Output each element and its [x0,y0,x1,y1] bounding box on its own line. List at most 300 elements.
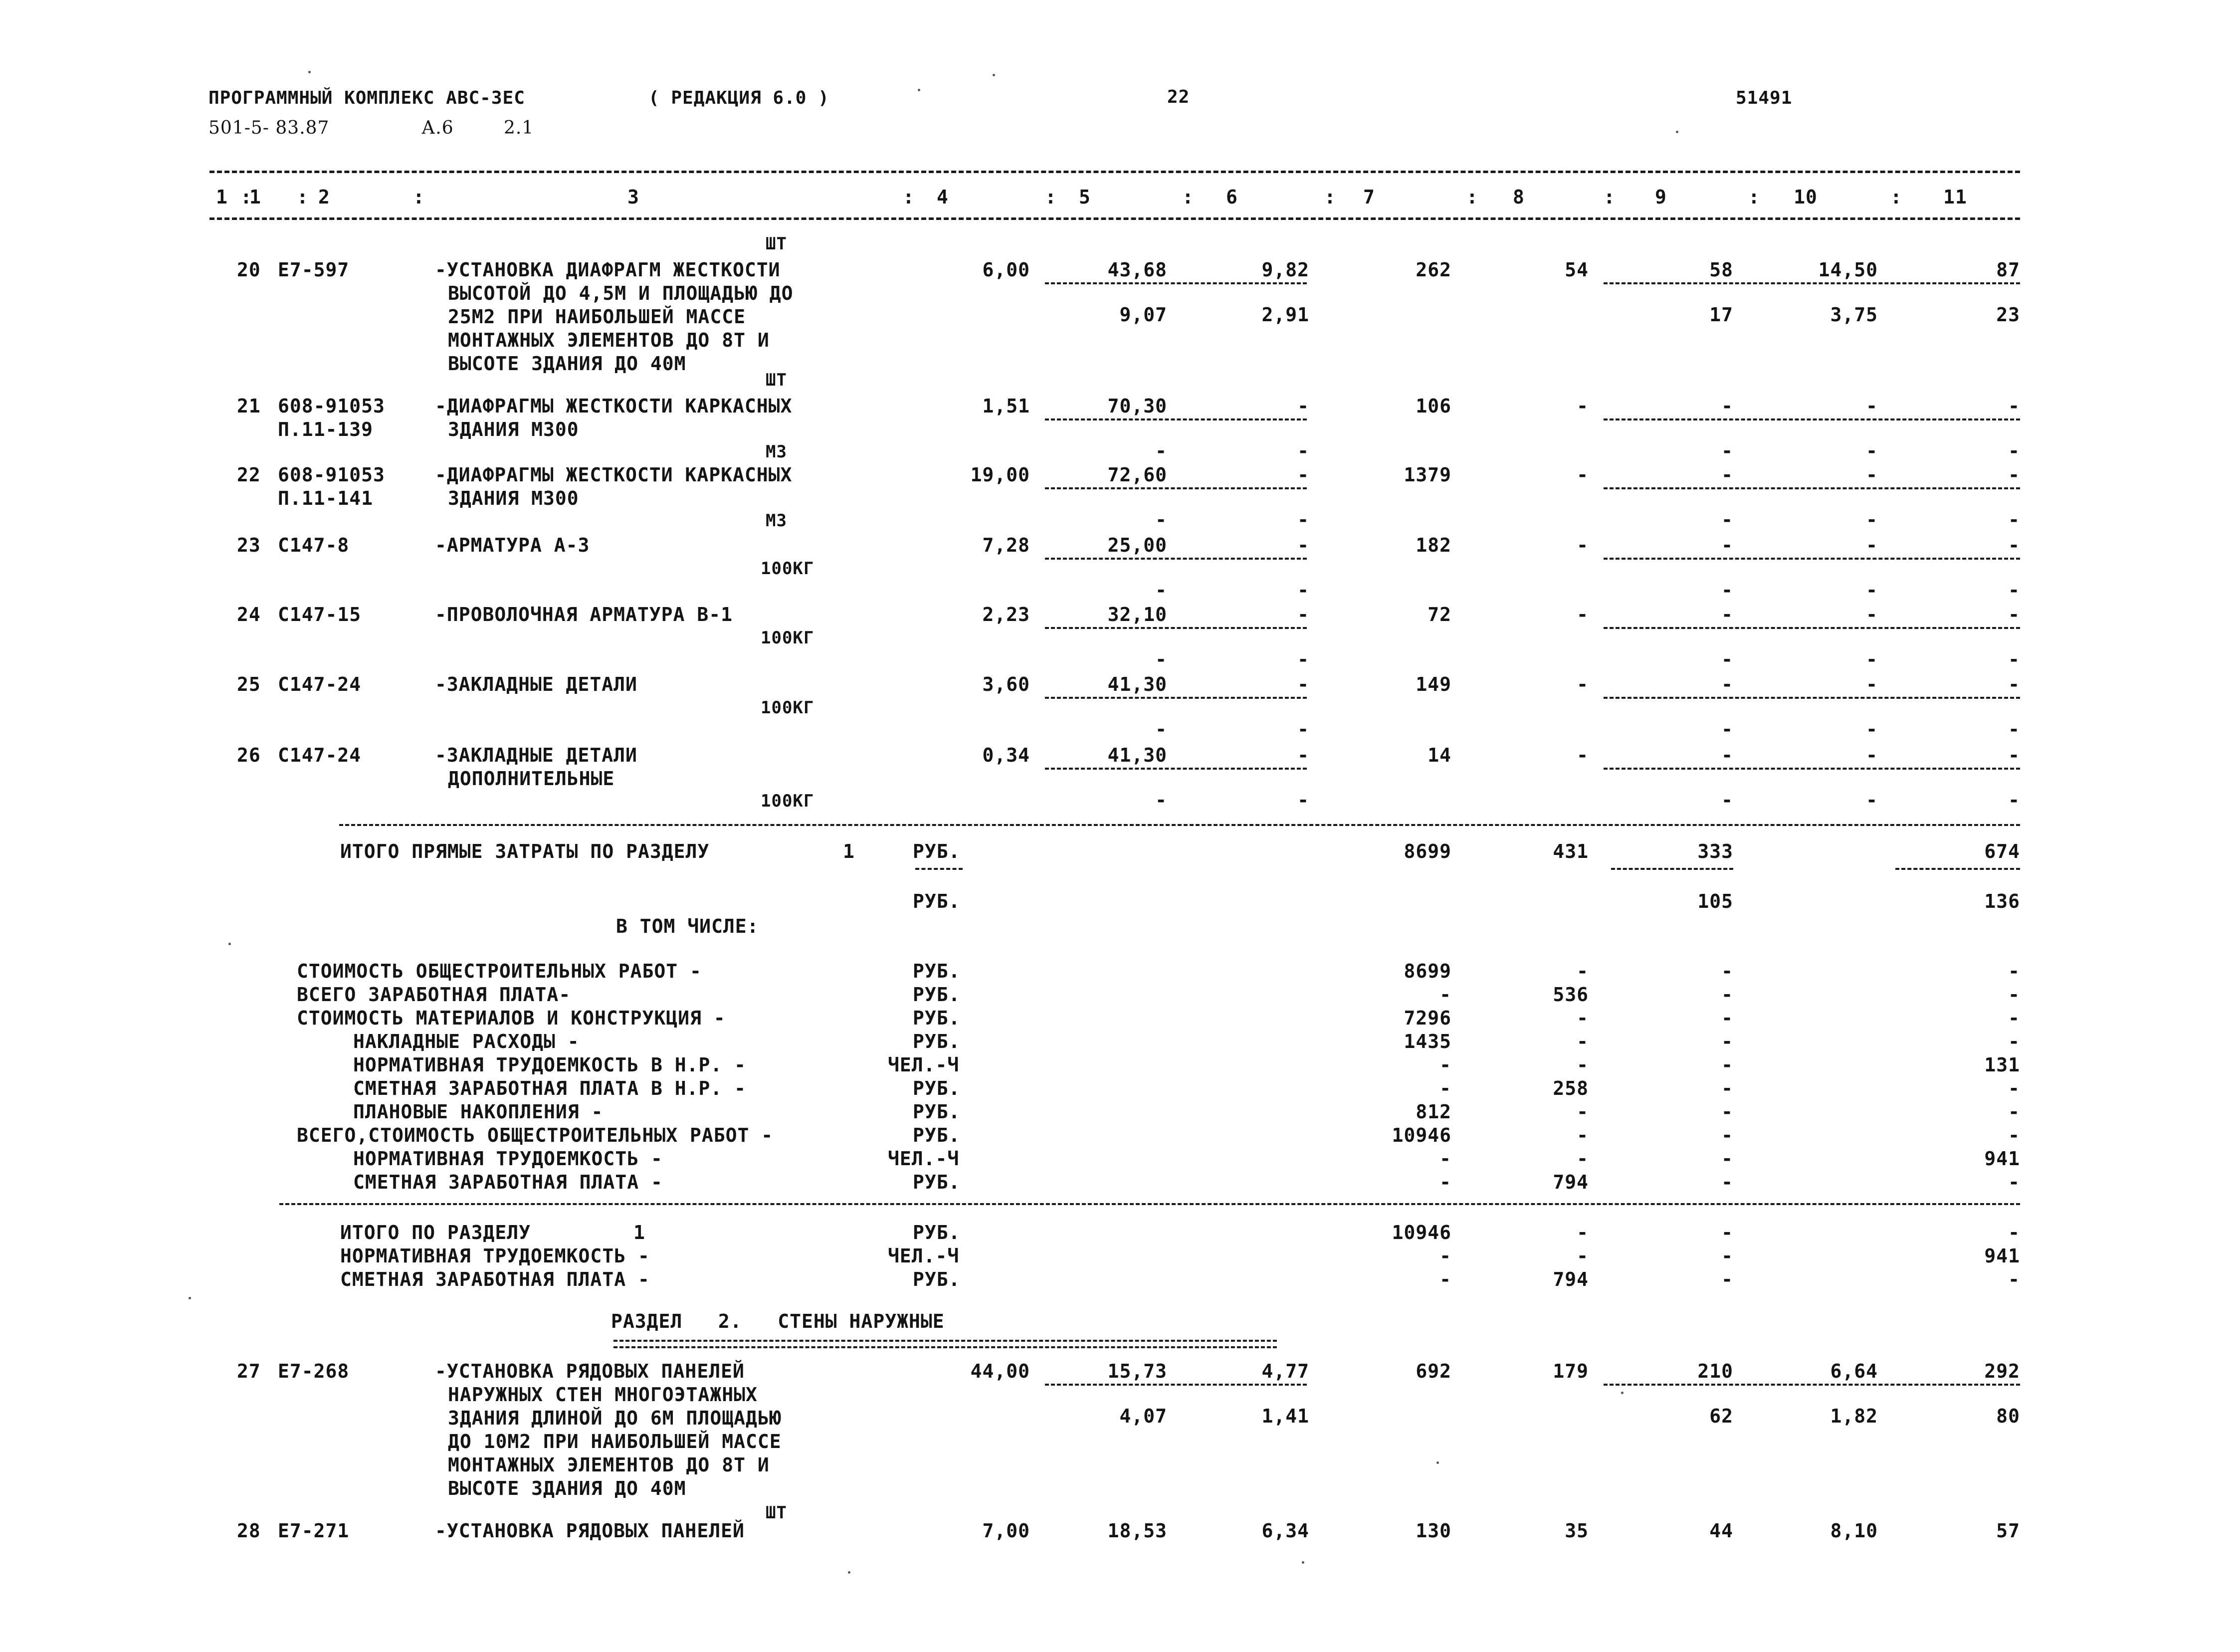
item-description-line: -УСТАНОВКА РЯДОВЫХ ПАНЕЛЕЙ [435,1520,745,1542]
item-number: 20 [237,259,261,281]
column-number: 3 [627,186,639,208]
col-c11-value: - [2008,1171,2020,1193]
breakdown-label: СМЕТНАЯ ЗАРАБОТНАЯ ПЛАТА В Н.Р. - [353,1077,746,1099]
item-code: 608-91053 [278,395,385,417]
column-separator: : [1182,186,1194,208]
col-c11-subvalue: - [2008,440,2020,462]
total-direct-section: 1 [843,840,855,862]
col-c5-subvalue: 4,07 [1119,1405,1167,1427]
unit-label: ШТ [766,370,787,390]
column-separator: : [903,186,915,208]
col-c7-value: - [1439,1054,1451,1076]
col-c7-value: - [1439,1077,1451,1099]
section-total-number: 1 [633,1222,645,1243]
scan-speck [308,71,311,73]
item-description-line: -ЗАКЛАДНЫЕ ДЕТАЛИ [435,744,637,766]
col-c11-value: 57 [1996,1520,2020,1542]
scan-speck [848,1571,850,1574]
col-c6-value: 4,77 [1261,1360,1309,1382]
col-c4-value: 1,51 [982,395,1030,417]
column-number: 2 [318,186,330,208]
col-c4-value: 3,60 [982,673,1030,695]
col-c5-subvalue: - [1155,579,1167,601]
document-code: 51491 [1736,88,1793,108]
item-number: 24 [237,604,261,625]
col-c4-value: 44,00 [970,1360,1030,1382]
item-code: С147-24 [278,673,362,695]
col-c5-value: 43,68 [1107,259,1167,281]
scan-speck [189,1297,191,1299]
col-c6-subvalue: - [1297,440,1309,462]
col-c9-value: 333 [1697,840,1733,862]
col-c9-value: - [1721,395,1733,417]
col-c9-value: - [1721,1077,1733,1099]
col-c9-value: - [1721,960,1733,982]
item-description-line: -ПРОВОЛОЧНАЯ АРМАТУРА В-1 [435,604,733,625]
col-c9-subvalue: 105 [1697,890,1733,912]
breakdown-label: НОРМАТИВНАЯ ТРУДОЕМКОСТЬ В Н.Р. - [353,1054,746,1076]
item-code: Е7-271 [278,1520,350,1542]
page-number: 22 [1167,87,1190,107]
split-rule [1604,558,2020,560]
col-c8-value: 536 [1553,984,1589,1006]
column-number: 1 [249,186,261,208]
col-c9-value: - [1721,1101,1733,1123]
col-c8-value: - [1577,534,1589,556]
col-c10-subvalue: - [1866,648,1878,670]
item-number: 25 [237,673,261,695]
item-code-reference: П.11-139 [278,418,374,440]
col-c7-value: 149 [1416,673,1451,695]
item-description-line: ВЫСОТЕ ЗДАНИЯ ДО 40М [448,353,686,375]
item-description-line: ЗДАНИЯ ДЛИНОЙ ДО 6М ПЛОЩАДЬЮ [448,1407,782,1429]
col-c6-subvalue: 1,41 [1261,1405,1309,1427]
col-c8-value: - [1577,1031,1589,1052]
item-number: 26 [237,744,261,766]
section-total-label: НОРМАТИВНАЯ ТРУДОЕМКОСТЬ - [340,1245,650,1267]
col-c7-value: 72 [1427,604,1451,625]
split-rule [1045,282,1307,284]
section-2-title: РАЗДЕЛ 2. СТЕНЫ НАРУЖНЫЕ [611,1310,945,1332]
split-rule [1604,627,2020,629]
column-separator: : [1890,186,1902,208]
col-c9-value: - [1721,1054,1733,1076]
col-c5-value: 32,10 [1107,604,1167,625]
col-c7-value: 1379 [1404,464,1451,486]
col-c6-subvalue: - [1297,789,1309,811]
col-c9-value: 58 [1709,259,1733,281]
col-c10-value: - [1866,395,1878,417]
total-direct-unit: РУБ. [913,840,961,862]
breakdown-unit: ЧЕЛ.-Ч [888,1054,960,1076]
col-c6-value: - [1297,673,1309,695]
col-c5-subvalue: - [1155,440,1167,462]
column-number: 8 [1513,186,1525,208]
col-c6-value: - [1297,744,1309,766]
item-description-line: НАРУЖНЫХ СТЕН МНОГОЭТАЖНЫХ [448,1384,758,1406]
item-description-line: -ДИАФРАГМЫ ЖЕСТКОСТИ КАРКАСНЫХ [435,464,793,486]
col-c8-value: - [1577,673,1589,695]
column-separator: : [1045,186,1057,208]
col-c11-value: - [2008,464,2020,486]
col-c11-value: - [2008,1031,2020,1052]
col-c7-value: 10946 [1392,1124,1451,1146]
col-c10-value: 8,10 [1830,1520,1878,1542]
col-c4-value: 2,23 [982,604,1030,625]
section-total-unit: РУБ. [913,1222,961,1243]
col-c8-value: - [1577,1222,1589,1243]
split-rule [1045,487,1307,489]
program-name: ПРОГРАММНЫЙ КОМПЛЕКС АВС-ЗЕС [208,88,525,108]
breakdown-unit: РУБ. [913,1124,961,1146]
total-direct-label: ИТОГО ПРЯМЫЕ ЗАТРАТЫ ПО РАЗДЕЛУ [340,840,710,862]
item-description-line: ДО 10М2 ПРИ НАИБОЛЬШЕЙ МАССЕ [448,1431,782,1452]
breakdown-label: ПЛАНОВЫЕ НАКОПЛЕНИЯ - [353,1101,604,1123]
col-c7-value: 10946 [1392,1222,1451,1243]
col-c9-value: - [1721,534,1733,556]
item-description-line: -ЗАКЛАДНЫЕ ДЕТАЛИ [435,673,637,695]
unit-label: 100КГ [761,698,815,718]
col-c10-subvalue: - [1866,789,1878,811]
col-c11-subvalue: - [2008,648,2020,670]
item-description-line: ЗДАНИЯ М300 [448,418,579,440]
col-c9-subvalue: - [1721,648,1733,670]
col-c10-subvalue: - [1866,718,1878,740]
item-number: 22 [237,464,261,486]
scan-speck [993,74,995,76]
breakdown-unit: РУБ. [913,1171,961,1193]
split-rule [1604,487,2020,489]
breakdown-unit: РУБ. [913,1101,961,1123]
unit-label: ШТ [766,234,787,254]
col-c7-value: - [1439,1245,1451,1267]
col-c10-subvalue: 3,75 [1830,304,1878,326]
col-c8-value: - [1577,604,1589,625]
col-c5-value: 15,73 [1107,1360,1167,1382]
col-c8-value: 54 [1565,259,1589,281]
unit-label: 100КГ [761,559,815,579]
series-number: 501-5- 83.87 [208,118,330,138]
col-c11-value: - [2008,1101,2020,1123]
column-separator: : [1748,186,1760,208]
col-c6-value: - [1297,395,1309,417]
breakdown-label: ВСЕГО ЗАРАБОТНАЯ ПЛАТА- [297,984,571,1006]
header-bottom-rule [209,217,2020,220]
breakdown-label: ВСЕГО,СТОИМОСТЬ ОБЩЕСТРОИТЕЛЬНЫХ РАБОТ - [297,1124,774,1146]
scan-speck [1302,1561,1304,1564]
col-c8-value: - [1577,464,1589,486]
breakdown-unit: РУБ. [913,1031,961,1052]
col-c9-subvalue: - [1721,718,1733,740]
scan-speck [1621,1392,1624,1394]
col-c7-value: 182 [1416,534,1451,556]
item-description-line: МОНТАЖНЫХ ЭЛЕМЕНТОВ ДО 8Т И [448,1454,770,1476]
column-separator: : [1604,186,1616,208]
col-c9-value: - [1721,1031,1733,1052]
col-c4-value: 0,34 [982,744,1030,766]
col-c9-value: - [1721,673,1733,695]
breakdown-unit: ЧЕЛ.-Ч [888,1148,960,1170]
col-c11-value: - [2008,984,2020,1006]
breakdown-label: СТОИМОСТЬ ОБЩЕСТРОИТЕЛЬНЫХ РАБОТ - [297,960,702,982]
breakdown-unit: РУБ. [913,984,961,1006]
section-title-underline [613,1340,1277,1348]
item-code: Е7-597 [278,259,350,281]
scan-speck [1676,131,1678,133]
split-rule [1045,768,1307,770]
item-code: 608-91053 [278,464,385,486]
col-c6-value: 9,82 [1261,259,1309,281]
col-c7-value: 7296 [1404,1007,1451,1029]
col-c10-value: - [1866,534,1878,556]
item-number: 27 [237,1360,261,1382]
split-rule [1045,418,1307,420]
unit-label: М3 [766,442,787,462]
col-c10-value: 6,64 [1830,1360,1878,1382]
col-c6-value: - [1297,604,1309,625]
col-c9-subvalue: 17 [1709,304,1733,326]
col-c4-value: 7,00 [982,1520,1030,1542]
col-c9-value: - [1721,1007,1733,1029]
item-description-line: 25М2 ПРИ НАИБОЛЬШЕЙ МАССЕ [448,306,746,328]
col-c10-value: 14,50 [1818,259,1878,281]
unit-rule [915,868,963,870]
scan-speck [1436,1461,1439,1464]
col-c6-subvalue: - [1297,648,1309,670]
column-number: 11 [1943,186,1967,208]
item-code: С147-8 [278,534,350,556]
col-c9-value: - [1721,1124,1733,1146]
column-number: 10 [1794,186,1818,208]
col-c9-subvalue: - [1721,579,1733,601]
col-c8-value: 35 [1565,1520,1589,1542]
col-c9-subvalue: - [1721,789,1733,811]
section-total-rule [279,1203,2020,1205]
including-heading: В ТОМ ЧИСЛЕ: [616,915,759,937]
col-c5-value: 18,53 [1107,1520,1167,1542]
item-description-line: ВЫСОТОЙ ДО 4,5М И ПЛОЩАДЬЮ ДО [448,282,794,304]
col-c5-subvalue: - [1155,509,1167,531]
col-c7-value: 8699 [1404,960,1451,982]
col-c8-value: 258 [1553,1077,1589,1099]
col-c4-value: 19,00 [970,464,1030,486]
col-c7-value: - [1439,1148,1451,1170]
col-c5-value: 25,00 [1107,534,1167,556]
col-c11-value: - [2008,744,2020,766]
col-c6-subvalue: - [1297,718,1309,740]
col-c5-subvalue: - [1155,789,1167,811]
header-top-rule [209,171,2020,173]
col-c5-subvalue: 9,07 [1119,304,1167,326]
section-total-unit: ЧЕЛ.-Ч [888,1245,960,1267]
col-c5-value: 41,30 [1107,744,1167,766]
column-number: 1 [216,186,228,208]
col-c11-value: 131 [1984,1054,2020,1076]
col-c9-value: - [1721,1222,1733,1243]
col-c8-value: - [1577,1245,1589,1267]
column-separator: : [1466,186,1478,208]
col-c11-value: - [2008,960,2020,982]
breakdown-label: НАКЛАДНЫЕ РАСХОДЫ - [353,1031,580,1052]
col-c10-subvalue: 1,82 [1830,1405,1878,1427]
item-description-line: ВЫСОТЕ ЗДАНИЯ ДО 40М [448,1477,686,1499]
col-c7-value: 8699 [1404,840,1451,862]
item-code: С147-15 [278,604,362,625]
total-direct-unit: РУБ. [913,890,961,912]
col-c10-value: - [1866,464,1878,486]
col-c6-value: - [1297,464,1309,486]
col-c8-value: - [1577,744,1589,766]
column-separator: : [297,186,309,208]
col-c11-value: - [2008,1222,2020,1243]
col-c6-subvalue: 2,91 [1261,304,1309,326]
col-c8-value: - [1577,960,1589,982]
breakdown-unit: РУБ. [913,1077,961,1099]
column-number: 7 [1363,186,1375,208]
col-c9-value: 44 [1709,1520,1733,1542]
col-c9-value: - [1721,464,1733,486]
col-c11-subvalue: - [2008,509,2020,531]
col-c7-value: 130 [1416,1520,1451,1542]
column-number: 6 [1226,186,1238,208]
col-c11-value: - [2008,1007,2020,1029]
section-total-label: ИТОГО ПО РАЗДЕЛУ [340,1222,531,1243]
breakdown-label: СМЕТНАЯ ЗАРАБОТНАЯ ПЛАТА - [353,1171,663,1193]
item-code: Е7-268 [278,1360,350,1382]
col-c11-subvalue: - [2008,789,2020,811]
split-rule [1045,1384,1307,1386]
col-c11-subvalue: - [2008,579,2020,601]
col-c9-value: - [1721,984,1733,1006]
col-c8-value: - [1577,1148,1589,1170]
split-rule [1604,768,2020,770]
col-c6-value: - [1297,534,1309,556]
totals-top-rule [339,824,2020,826]
item-description-line: -АРМАТУРА А-3 [435,534,590,556]
col-c8-value: 179 [1553,1360,1589,1382]
split-rule [1895,868,2020,870]
column-number: 9 [1655,186,1667,208]
col-c5-value: 41,30 [1107,673,1167,695]
program-edition: ( РЕДАКЦИЯ 6.0 ) [648,88,829,108]
split-rule [1604,697,2020,699]
col-c5-subvalue: - [1155,648,1167,670]
item-number: 21 [237,395,261,417]
column-number: 4 [937,186,949,208]
item-code: С147-24 [278,744,362,766]
col-c8-value: 431 [1553,840,1589,862]
split-rule [1045,627,1307,629]
item-description-line: ДОПОЛНИТЕЛЬНЫЕ [448,768,615,790]
col-c6-value: 6,34 [1261,1520,1309,1542]
col-c7-value: 812 [1416,1101,1451,1123]
col-c9-value: - [1721,1171,1733,1193]
col-c9-subvalue: - [1721,440,1733,462]
col-c11-value: - [2008,673,2020,695]
split-rule [1045,558,1307,560]
col-c9-value: - [1721,604,1733,625]
col-c8-value: - [1577,1054,1589,1076]
col-c11-value: 292 [1984,1360,2020,1382]
split-rule [1611,868,1733,870]
col-c11-value: 87 [1996,259,2020,281]
col-c11-value: 941 [1984,1245,2020,1267]
col-c9-value: 210 [1697,1360,1733,1382]
breakdown-label: НОРМАТИВНАЯ ТРУДОЕМКОСТЬ - [353,1148,663,1170]
col-c7-value: 692 [1416,1360,1451,1382]
col-c10-subvalue: - [1866,579,1878,601]
col-c7-value: - [1439,1171,1451,1193]
col-c5-value: 70,30 [1107,395,1167,417]
split-rule [1604,282,2020,284]
unit-label: 100КГ [761,791,815,811]
column-separator: : [1324,186,1336,208]
col-c9-value: - [1721,1148,1733,1170]
col-c7-value: 262 [1416,259,1451,281]
unit-label: ШТ [766,1503,787,1523]
col-c7-value: 1435 [1404,1031,1451,1052]
col-c11-value: - [2008,534,2020,556]
item-description-line: ЗДАНИЯ М300 [448,487,579,509]
col-c8-value: 794 [1553,1171,1589,1193]
part-number: 2.1 [504,118,534,138]
col-c11-value: - [2008,395,2020,417]
col-c6-subvalue: - [1297,509,1309,531]
col-c6-subvalue: - [1297,579,1309,601]
col-c11-subvalue: 23 [1996,304,2020,326]
col-c11-subvalue: - [2008,718,2020,740]
scan-speck [228,943,231,945]
col-c11-value: - [2008,1268,2020,1290]
col-c10-subvalue: - [1866,509,1878,531]
unit-label: 100КГ [761,628,815,648]
item-description-line: -УСТАНОВКА РЯДОВЫХ ПАНЕЛЕЙ [435,1360,745,1382]
item-description-line: -УСТАНОВКА ДИАФРАГМ ЖЕСТКОСТИ [435,259,781,281]
album-number: А.6 [421,118,454,138]
col-c10-value: - [1866,673,1878,695]
split-rule [1604,418,2020,420]
col-c10-value: - [1866,604,1878,625]
col-c11-value: - [2008,1124,2020,1146]
col-c11-value: - [2008,1077,2020,1099]
col-c9-value: - [1721,1268,1733,1290]
col-c9-subvalue: - [1721,509,1733,531]
col-c5-subvalue: - [1155,718,1167,740]
col-c4-value: 6,00 [982,259,1030,281]
item-description-line: -ДИАФРАГМЫ ЖЕСТКОСТИ КАРКАСНЫХ [435,395,793,417]
item-number: 23 [237,534,261,556]
item-code-reference: П.11-141 [278,487,374,509]
breakdown-unit: РУБ. [913,1007,961,1029]
col-c11-value: 941 [1984,1148,2020,1170]
column-number: 5 [1079,186,1091,208]
unit-label: М3 [766,511,787,531]
col-c11-subvalue: 80 [1996,1405,2020,1427]
col-c7-value: - [1439,1268,1451,1290]
col-c8-value: - [1577,1124,1589,1146]
breakdown-unit: РУБ. [913,960,961,982]
col-c9-subvalue: 62 [1709,1405,1733,1427]
col-c8-value: - [1577,395,1589,417]
col-c11-value: 674 [1984,840,2020,862]
split-rule [1604,1384,2020,1386]
col-c11-value: - [2008,604,2020,625]
col-c7-value: 14 [1427,744,1451,766]
scan-speck [918,89,920,91]
col-c7-value: - [1439,984,1451,1006]
col-c4-value: 7,28 [982,534,1030,556]
split-rule [1045,697,1307,699]
